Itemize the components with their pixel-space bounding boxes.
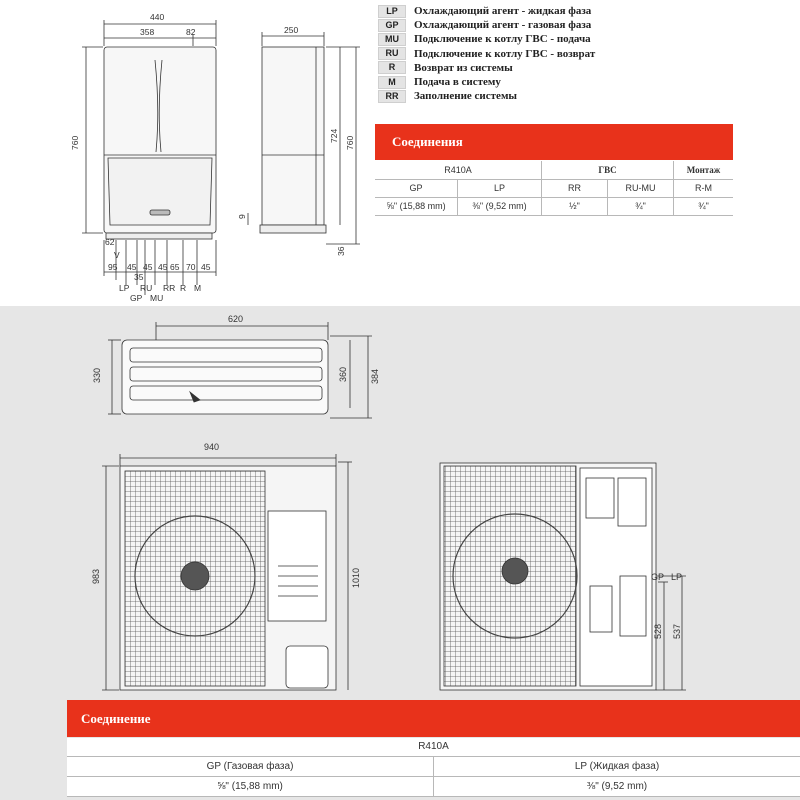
legend-row bbox=[378, 4, 678, 18]
header-lp: LP bbox=[458, 179, 542, 197]
outdoor-group-r410a: R410A bbox=[67, 738, 800, 756]
legend-text: Охлаждающий агент - газовая фаза bbox=[414, 19, 592, 32]
dim-bottom-2: 45 bbox=[143, 262, 153, 272]
legend-row bbox=[378, 47, 678, 61]
header-rr: RR bbox=[542, 179, 608, 197]
legend-text: Подключение к котлу ГВС - подача bbox=[414, 33, 591, 46]
legend-row bbox=[378, 61, 678, 75]
group-montazh: Монтаж bbox=[674, 161, 734, 179]
header-r-m: R-M bbox=[674, 179, 734, 197]
dim-36: 36 bbox=[336, 246, 346, 256]
dim-side-537: 537 bbox=[672, 623, 682, 639]
dim-v: V bbox=[114, 250, 120, 260]
port-mu: MU bbox=[150, 293, 164, 303]
legend-key: RU bbox=[378, 47, 406, 60]
indoor-connections-header: Соединения bbox=[375, 124, 733, 160]
dim-front-height2: 1010 bbox=[351, 567, 361, 588]
dim-width-right: 82 bbox=[186, 27, 196, 37]
dim-bottom-0: 95 bbox=[108, 262, 118, 272]
dim-bottom-6: 70 bbox=[186, 262, 196, 272]
legend-row bbox=[378, 32, 678, 46]
legend-key: LP bbox=[378, 5, 406, 18]
dim-side-lp: LP bbox=[671, 572, 683, 582]
dim-top-depth: 330 bbox=[92, 367, 102, 383]
group-gvs: ГВС bbox=[542, 161, 674, 179]
port-r: R bbox=[180, 283, 187, 293]
dim-top-d1: 360 bbox=[338, 366, 348, 382]
port-gp: GP bbox=[130, 293, 143, 303]
legend-text: Заполнение системы bbox=[414, 90, 518, 103]
dim-top-d2: 384 bbox=[370, 368, 380, 384]
outdoor-value-gp: ⅝" (15,88 mm) bbox=[67, 776, 434, 796]
dim-height-side: 760 bbox=[345, 135, 355, 150]
value-ru-mu: ¾" bbox=[608, 197, 674, 215]
legend-key: R bbox=[378, 61, 406, 74]
value-rr: ½" bbox=[542, 197, 608, 215]
indoor-connections-table bbox=[375, 161, 733, 216]
outdoor-unit-drawing bbox=[0, 306, 800, 696]
legend-text: Охлаждающий агент - жидкая фаза bbox=[414, 5, 592, 18]
legend-text: Подача в систему bbox=[414, 76, 501, 89]
dim-9: 9 bbox=[237, 214, 247, 219]
legend-row bbox=[378, 89, 678, 103]
dim-height: 760 bbox=[70, 135, 80, 150]
header-ru-mu: RU-MU bbox=[608, 179, 674, 197]
dim-35: 35 bbox=[134, 272, 144, 282]
outdoor-header-lp: LP (Жидкая фаза) bbox=[434, 756, 800, 776]
port-ru: RU bbox=[140, 283, 153, 293]
legend-key: M bbox=[378, 76, 406, 89]
dim-top-width: 620 bbox=[228, 314, 244, 324]
header-gp: GP bbox=[375, 179, 458, 197]
legend-row bbox=[378, 75, 678, 89]
dim-side-528: 528 bbox=[653, 623, 663, 639]
value-gp: ⅝" (15,88 mm) bbox=[375, 197, 458, 215]
outdoor-connections-header: Соединение bbox=[67, 700, 800, 737]
dim-bottom-1: 45 bbox=[127, 262, 137, 272]
port-rr: RR bbox=[163, 283, 176, 293]
dim-height-inner: 724 bbox=[329, 128, 339, 143]
dim-bottom-3: 45 bbox=[158, 262, 168, 272]
legend-text: Возврат из системы bbox=[414, 61, 513, 74]
legend-text: Подключение к котлу ГВС - возврат bbox=[414, 47, 596, 60]
dim-front-height: 983 bbox=[91, 568, 101, 584]
legend-key: MU bbox=[378, 33, 406, 46]
outdoor-header-gp: GP (Газовая фаза) bbox=[67, 756, 434, 776]
dim-depth: 250 bbox=[284, 25, 299, 35]
dim-bottom-5: 65 bbox=[170, 262, 180, 272]
outdoor-value-lp: ⅜" (9,52 mm) bbox=[434, 776, 800, 796]
legend-key: GP bbox=[378, 19, 406, 32]
dim-width-left: 358 bbox=[140, 27, 155, 37]
legend bbox=[378, 4, 678, 103]
group-r410a: R410A bbox=[375, 161, 542, 179]
dim-62: 62 bbox=[105, 237, 115, 247]
port-m: M bbox=[194, 283, 202, 293]
legend-row bbox=[378, 18, 678, 32]
legend-key: RR bbox=[378, 90, 406, 103]
dim-front-width: 940 bbox=[204, 442, 220, 452]
dim-side-gp: GP bbox=[651, 572, 665, 582]
indoor-unit-drawing bbox=[0, 0, 375, 306]
outdoor-connections-table bbox=[67, 738, 800, 797]
dim-width: 440 bbox=[150, 12, 165, 22]
value-lp: ⅜" (9,52 mm) bbox=[458, 197, 542, 215]
value-r-m: ¾" bbox=[674, 197, 734, 215]
dim-bottom-7: 45 bbox=[201, 262, 211, 272]
port-lp: LP bbox=[119, 283, 130, 293]
